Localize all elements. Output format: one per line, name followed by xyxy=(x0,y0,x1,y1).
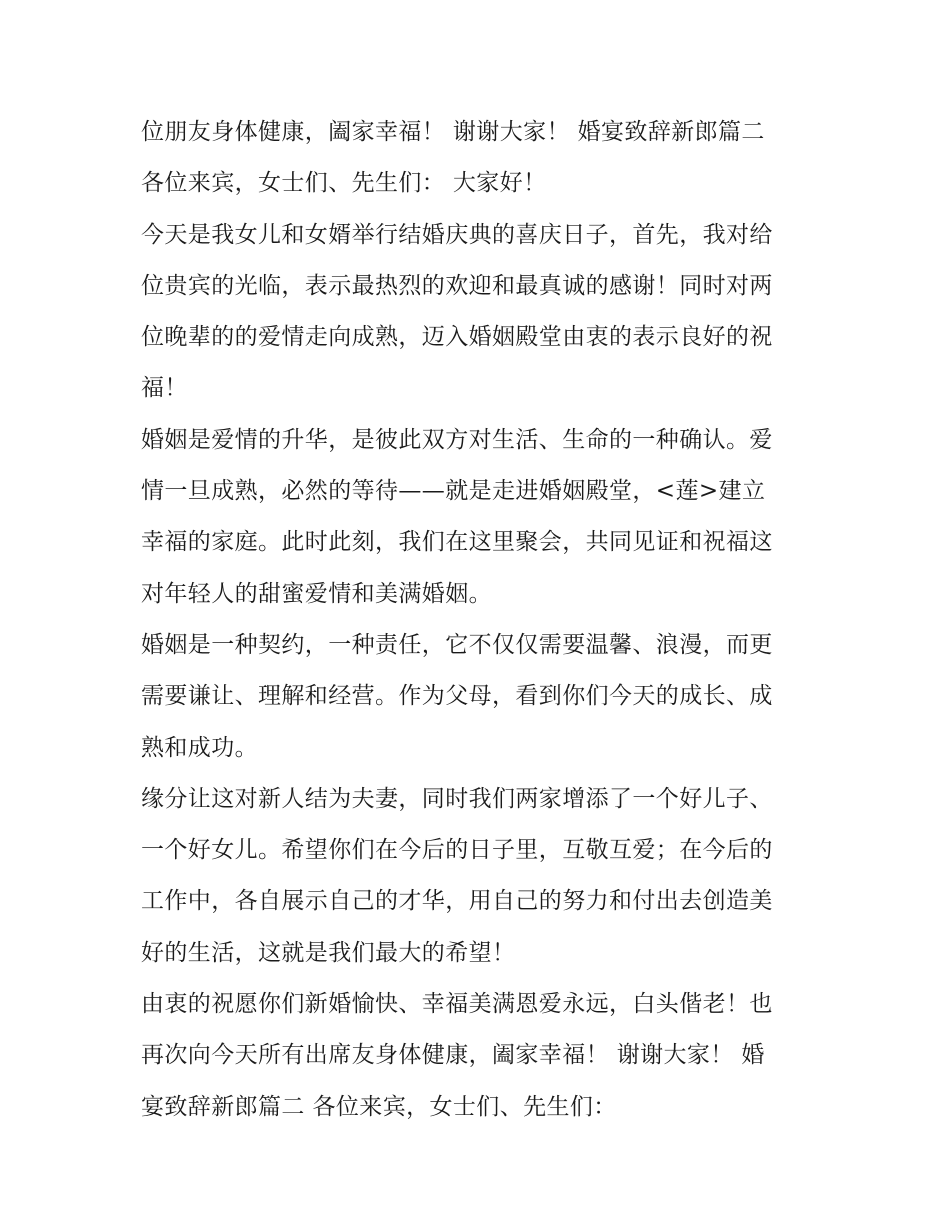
text-line: 福！ xyxy=(141,375,188,402)
text-line: 再次向今天所有出席友身体健康，阖家幸福！ 谢谢大家！ 婚 xyxy=(141,1042,765,1069)
text-line: 熟和成功。 xyxy=(141,734,258,761)
text-line: 幸福的家庭。此时此刻，我们在这里聚会，共同见证和祝福这 xyxy=(141,529,773,556)
text-line: 今天是我女儿和女婿举行结婚庆典的喜庆日子，首先，我对给 xyxy=(141,221,773,248)
text-line: 宴致辞新郎篇二 各位来宾，女士们、先生们： xyxy=(141,1093,617,1120)
text-line: 对年轻人的甜蜜爱情和美满婚姻。 xyxy=(141,580,492,607)
text-line: 需要谦让、理解和经营。作为父母，看到你们今天的成长、成 xyxy=(141,683,773,710)
document-body xyxy=(141,107,821,1133)
text-line: 位晚辈的的爱情走向成熟，迈入婚姻殿堂由衷的表示良好的祝 xyxy=(141,324,773,351)
text-line: 各位来宾，女士们、先生们： 大家好！ xyxy=(141,170,547,197)
text-line: 由衷的祝愿你们新婚愉快、幸福美满恩爱永远，白头偕老！也 xyxy=(141,991,773,1018)
text-line: 工作中，各自展示自己的才华，用自己的努力和付出去创造美 xyxy=(141,888,773,915)
text-line: 情一旦成熟，必然的等待——就是走进婚姻殿堂，<莲>建立 xyxy=(141,478,766,505)
text-line: 位贵宾的光临，表示最热烈的欢迎和最真诚的感谢！同时对两 xyxy=(141,272,773,299)
text-line: 缘分让这对新人结为夫妻，同时我们两家增添了一个好儿子、 xyxy=(141,785,773,812)
text-line: 婚姻是一种契约，一种责任，它不仅仅需要温馨、浪漫，而更 xyxy=(141,631,773,658)
text-line: 位朋友身体健康，阖家幸福！ 谢谢大家！ 婚宴致辞新郎篇二 xyxy=(141,119,765,145)
text-line: 好的生活，这就是我们最大的希望！ xyxy=(141,939,516,966)
text-line: 一个好女儿。希望你们在今后的日子里，互敬互爱；在今后的 xyxy=(141,837,773,864)
text-line: 婚姻是爱情的升华，是彼此双方对生活、生命的一种确认。爱 xyxy=(141,426,773,453)
